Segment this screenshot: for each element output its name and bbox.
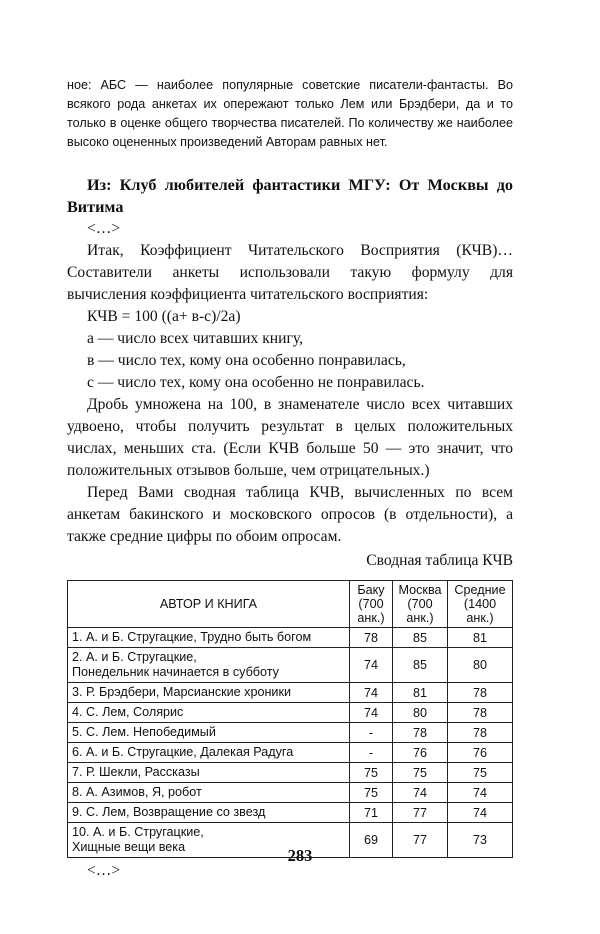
page-number: 283 (287, 846, 313, 865)
formula-line: КЧВ = 100 ((а+ в-с)/2а) (87, 308, 241, 325)
table-row (68, 628, 513, 648)
average-cell: 75 (448, 763, 513, 783)
average-cell: 74 (448, 783, 513, 803)
author-book-cell: 8. А. Азимов, Я, робот (68, 783, 350, 803)
moscow-cell: 78 (393, 723, 448, 743)
moscow-cell: 77 (393, 803, 448, 823)
baku-cell: 74 (350, 703, 393, 723)
baku-cell: 75 (350, 783, 393, 803)
header-moscow: Москва (700 анк.) (393, 581, 448, 628)
paragraph-kcv-intro: Итак, Коэффициент Читательского Восприятия (КЧВ)… Составители анкеты использовали такую формулу для вычисления коэффициента читательского восприятия: (67, 242, 513, 303)
table-caption: Сводная таблица КЧВ (366, 552, 513, 569)
baku-cell: 75 (350, 763, 393, 783)
header-author-book: АВТОР И КНИГА (68, 581, 350, 628)
author-book-cell: 1. А. и Б. Стругацкие, Трудно быть богом (68, 628, 350, 648)
definition-a: а — число всех читавших книгу, (87, 330, 304, 347)
baku-cell: 78 (350, 628, 393, 648)
baku-cell: 69 (350, 823, 393, 858)
table-row (68, 763, 513, 783)
average-cell: 78 (448, 683, 513, 703)
average-cell: 78 (448, 723, 513, 743)
table-header-row (68, 581, 513, 628)
ellipsis-top: <…> (87, 220, 121, 237)
table-body (68, 628, 513, 858)
author-book-cell: 7. Р. Шекли, Рассказы (68, 763, 350, 783)
table-row (68, 703, 513, 723)
table-row (68, 648, 513, 683)
baku-cell: - (350, 723, 393, 743)
average-cell: 73 (448, 823, 513, 858)
author-book-cell: 4. С. Лем, Солярис (68, 703, 350, 723)
paragraph-table-intro: Перед Вами сводная таблица КЧВ, вычисленных по всем анкетам бакинского и московского опросов (в отдельности), а также средние цифры по обоим опросам. (67, 484, 513, 545)
paragraph-fraction: Дробь умножена на 100, в знаменателе число всех читавших удвоено, чтобы получить результат в целых положительных числах, меньших ста. (Если КЧВ больше 50 — это значит, что положительных отзывов больше, чем отрицательных.) (67, 396, 513, 479)
kcv-summary-table (67, 580, 513, 858)
moscow-cell: 80 (393, 703, 448, 723)
definition-c: с — число тех, кому она особенно не понравилась. (87, 374, 425, 391)
moscow-cell: 81 (393, 683, 448, 703)
moscow-cell: 85 (393, 628, 448, 648)
average-cell: 76 (448, 743, 513, 763)
moscow-cell: 75 (393, 763, 448, 783)
table-row (68, 723, 513, 743)
ellipsis-bottom: <…> (87, 862, 121, 879)
moscow-cell: 76 (393, 743, 448, 763)
baku-cell: 74 (350, 683, 393, 703)
header-baku: Баку (700 анк.) (350, 581, 393, 628)
table-row (68, 683, 513, 703)
table-row (68, 803, 513, 823)
book-page (67, 76, 513, 882)
section-heading: Из: Клуб любителей фантастики МГУ: От Москвы до Витима (67, 176, 513, 216)
author-book-cell: 9. С. Лем, Возвращение со звезд (68, 803, 350, 823)
author-book-cell: 3. Р. Брэдбери, Марсианские хроники (68, 683, 350, 703)
intro-paragraph: ное: АБС — наиболее популярные советские писатели-фантасты. Во всякого рода анкетах их опережают только Лем или Брэдбери, да и то только в оценке общего творчества писателей. По количеству же наиболее высоко оцененных произведений Авторам равных нет. (67, 78, 513, 149)
average-cell: 78 (448, 703, 513, 723)
average-cell: 74 (448, 803, 513, 823)
moscow-cell: 85 (393, 648, 448, 683)
header-average: Средние (1400 анк.) (448, 581, 513, 628)
author-book-cell: 10. А. и Б. Стругацкие, Хищные вещи века (68, 823, 350, 858)
average-cell: 80 (448, 648, 513, 683)
author-book-cell: 6. А. и Б. Стругацкие, Далекая Радуга (68, 743, 350, 763)
average-cell: 81 (448, 628, 513, 648)
definition-b: в — число тех, кому она особенно понравилась, (87, 352, 406, 369)
author-book-cell: 2. А. и Б. Стругацкие, Понедельник начинается в субботу (68, 648, 350, 683)
moscow-cell: 74 (393, 783, 448, 803)
baku-cell: - (350, 743, 393, 763)
moscow-cell: 77 (393, 823, 448, 858)
baku-cell: 74 (350, 648, 393, 683)
table-row (68, 743, 513, 763)
table-row (68, 783, 513, 803)
author-book-cell: 5. С. Лем. Непобедимый (68, 723, 350, 743)
baku-cell: 71 (350, 803, 393, 823)
